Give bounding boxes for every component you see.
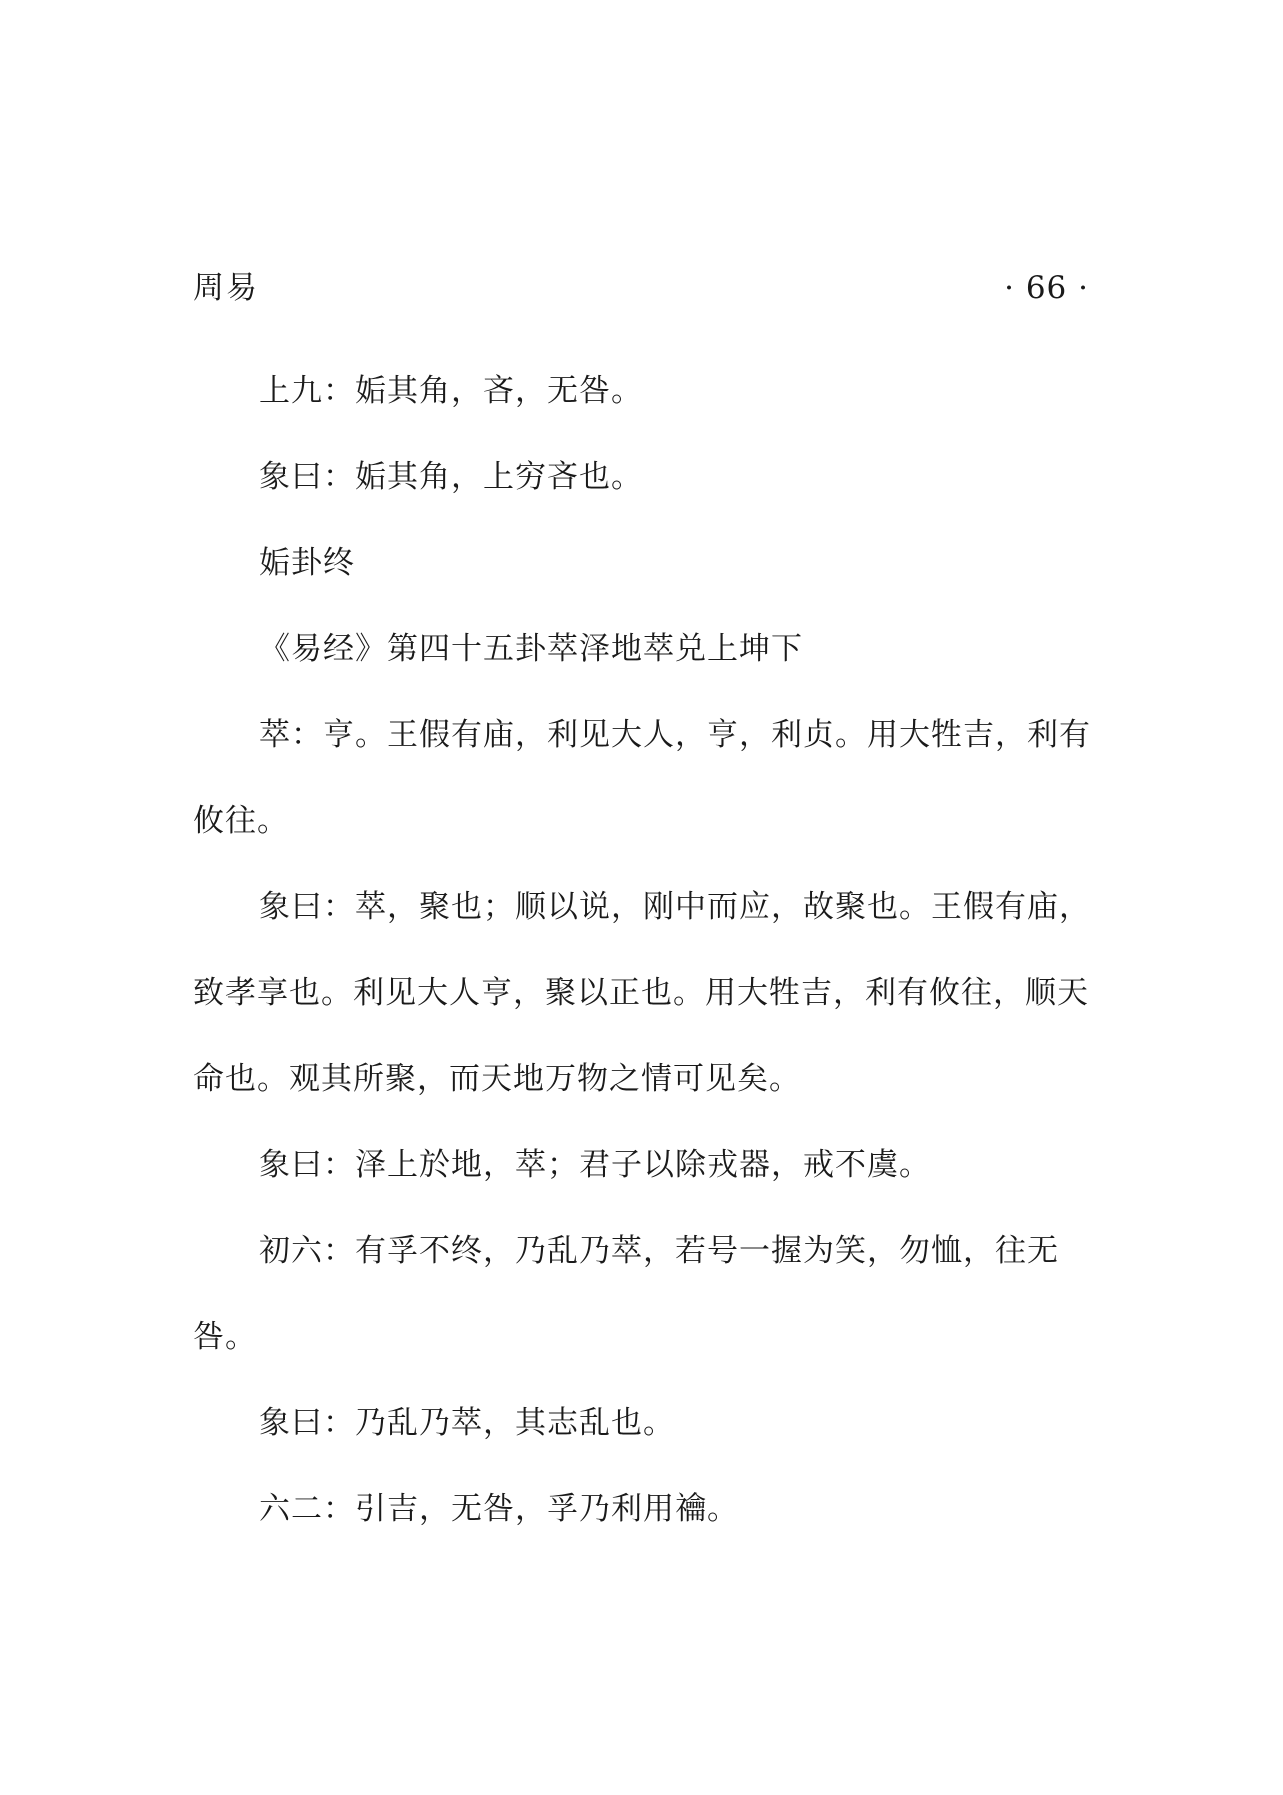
body-text [193, 348, 1093, 1552]
paragraph: 《易经》第四十五卦萃泽地萃兑上坤下 [259, 631, 803, 667]
paragraph: 上九：姤其角，吝，无咎。 [259, 373, 643, 409]
paragraph: 初六：有孚不终，乃乱乃萃，若号一握为笑，勿恤，往无咎。 [193, 1233, 1059, 1355]
running-header-title: 周易 [193, 270, 259, 306]
paragraph: 姤卦终 [259, 545, 355, 581]
paragraph: 萃：亨。王假有庙，利见大人，亨，利贞。用大牲吉，利有攸往。 [193, 717, 1091, 839]
page-number: · 66 · [1004, 270, 1089, 306]
paragraph: 象曰：姤其角，上穷吝也。 [259, 459, 643, 495]
paragraph: 象曰：泽上於地，萃；君子以除戎器，戒不虞。 [259, 1147, 931, 1183]
paragraph: 象曰：乃乱乃萃，其志乱也。 [259, 1405, 675, 1441]
paragraph: 象曰：萃，聚也；顺以说，刚中而应，故聚也。王假有庙，致孝享也。利见大人亨，聚以正也。用大牲吉，利有攸往，顺天命也。观其所聚，而天地万物之情可见矣。 [193, 889, 1091, 1097]
paragraph: 六二：引吉，无咎，孚乃利用禴。 [259, 1491, 739, 1527]
